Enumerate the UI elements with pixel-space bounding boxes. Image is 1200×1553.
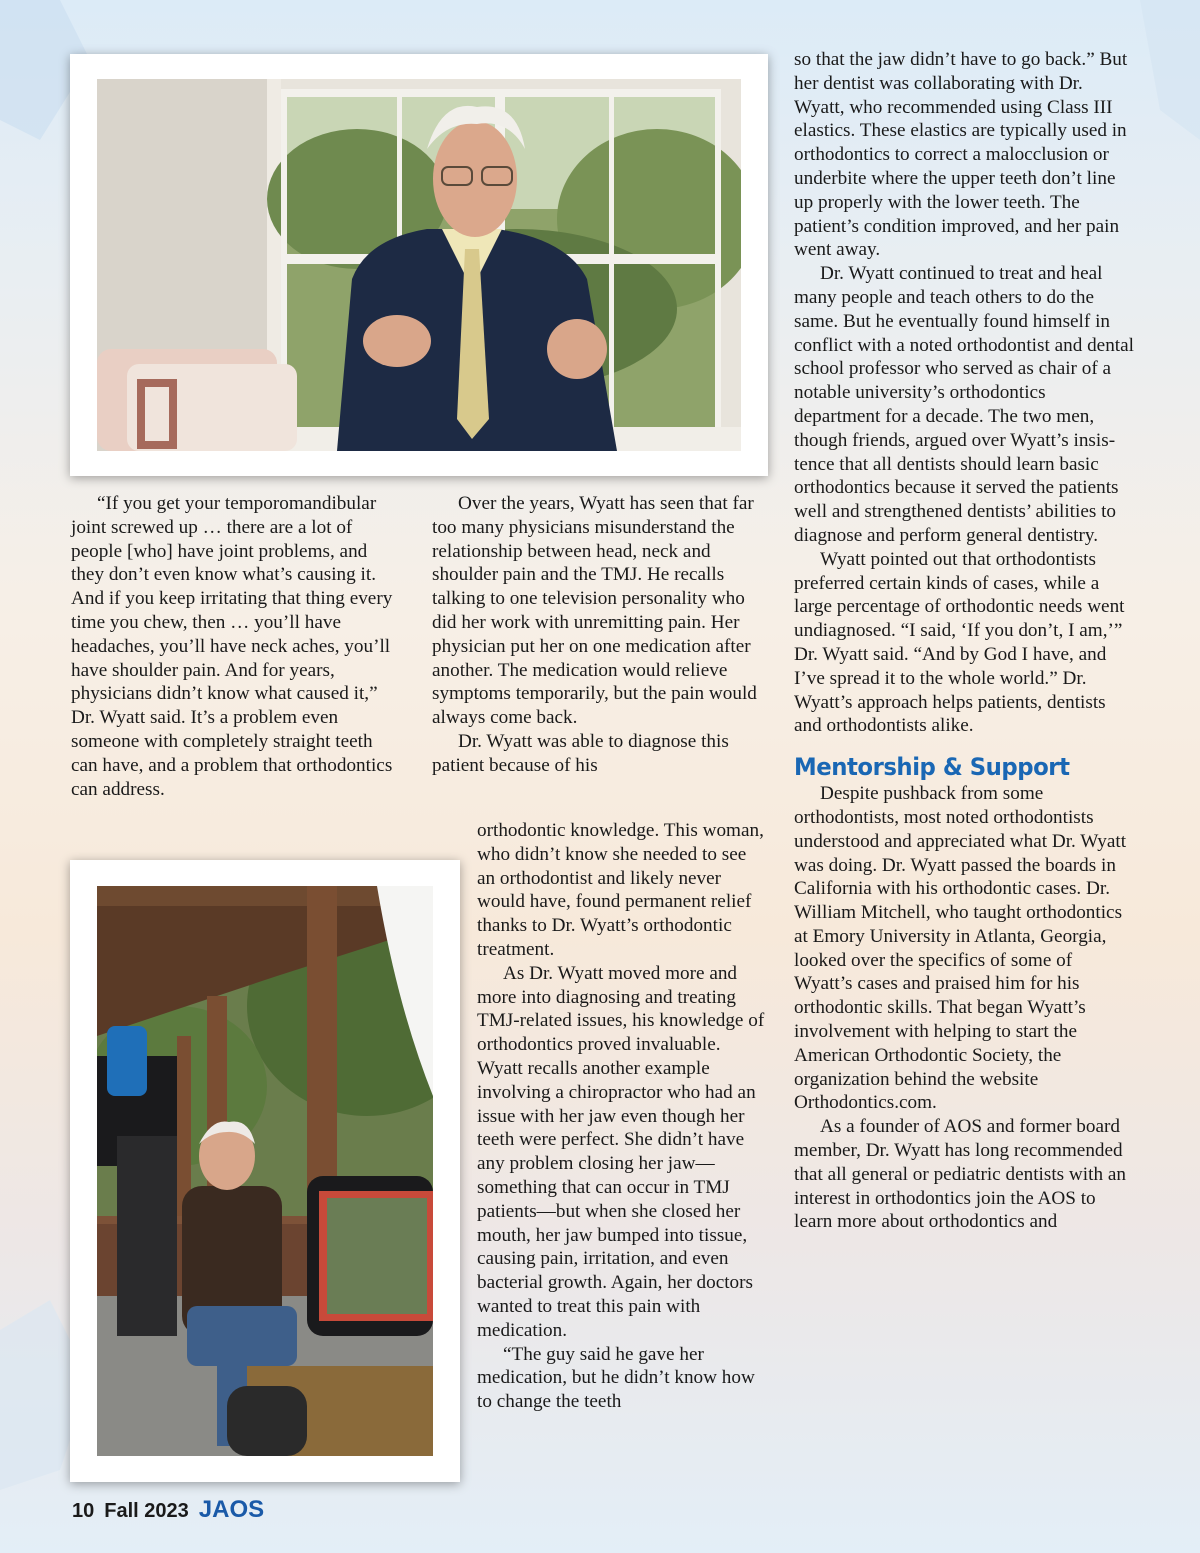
photo-speaker-by-window	[70, 54, 768, 476]
text-column-2-top	[432, 492, 767, 778]
paragraph: As Dr. Wyatt moved more and more into diagnosing and treating TMJ-related issues, his knowledge of orthodontics proved invaluable. Wyatt recalls another example involving a chiropractor who had an issue with her jaw even though her teeth were perfect. She didn’t have any problem closing her jaw—something that can occur in TMJ patients—but when she closed her mouth, her jaw bumped into tissue, causing pain, irritation, and even bacterial growth. Again, her doctors wanted to treat this pain with medication.	[477, 962, 765, 1341]
porch-interview-image	[97, 886, 433, 1456]
paragraph: “The guy said he gave her medication, but he didn’t know how to change the teeth	[477, 1343, 755, 1413]
paragraph: Dr. Wyatt continued to treat and heal many people and teach others to do the same. But he eventually found himself in conflict with a noted orthodontist and dental school professor who served as chair of a notable university’s orthodontics department for a decade. The two men, though friends, argued over Wyatt’s insistence that all dentists should learn basic orthodontics because it served the patients well and strengthened dentists’ abilities to diagnose and perform general dentistry.	[794, 263, 1134, 546]
page-footer	[72, 1496, 264, 1526]
photo-porch-interview	[70, 860, 460, 1482]
paragraph: Over the years, Wyatt has seen that far too many physicians misunderstand the relationship between head, neck and shoulder pain and the TMJ. He recalls talking to one television personality who did her work with unremitting pain. Her physician put her on one medication after another. The medication would relieve symptoms temporarily, but the pain would always come back.	[432, 493, 757, 729]
text-column-3	[794, 48, 1134, 1234]
text-column-2-bottom	[477, 819, 769, 1414]
section-heading: Mentorship & Support	[794, 753, 1070, 782]
issue-label: Fall 2023	[104, 1500, 189, 1522]
paragraph: Wyatt pointed out that orthodontists preferred certain kinds of cases, while a large percentage of orthodontic needs went undiagnosed. “I said, ‘If you don’t, I am,’” Dr. Wyatt said. “And by God I have, and I’ve spread it to the whole world.” Dr. Wyatt’s approach helps patients, dentists and orthodontists alike.	[794, 548, 1125, 737]
paragraph: As a founder of AOS and former board member, Dr. Wyatt has long recommended that all general or pediatric dentists with an interest in orthodontics join the AOS to learn more about orthodontics and	[794, 1116, 1126, 1233]
magazine-logo: JAOS	[198, 1496, 265, 1523]
paragraph-continuation: so that the jaw didn’t have to go back.” But her dentist was collaborating with Dr. Wyatt, who recommended using Class III elastics. These elastics are typically used in orthodontics to correct a malocclusion or underbite where the upper teeth don’t line up properly with the lower teeth. The patient’s condition improved, and her pain went away.	[794, 49, 1128, 261]
paragraph-continuation: orthodontic knowledge. This woman, who didn’t know she needed to see an orthodontist and likely never would have, found permanent relief thanks to Dr. Wyatt’s orthodontic treatment.	[477, 820, 764, 960]
page-number: 10	[72, 1500, 95, 1522]
speaker-photo-image	[97, 79, 741, 451]
paragraph: Despite pushback from some orthodontists, most noted orthodontists understood and appreciated what Dr. Wyatt was doing. Dr. Wyatt passed the boards in California with his orthodontic cases. Dr. William Mitchell, who taught orthodontics at Emory University in Atlanta, Georgia, looked over the specifics of some of Wyatt’s cases and praised him for his orthodontic skills. That began Wyatt’s involvement with helping to start the American Orthodontic Society, the organization behind the website Orthodontics.com.	[794, 783, 1127, 1114]
paragraph: “If you get your temporomandibular joint screwed up … there are a lot of people [who] have joint problems, and they don’t even know what’s causing it. And if you keep irritating that thing every time you chew, then … you’ll have headaches, you’ll have neck aches, you’ll have shoulder pain. And for years, physicians didn’t know what caused it,” Dr. Wyatt said. It’s a problem even someone with completely straight teeth can have, and a problem that orthodontics can address.	[71, 493, 393, 800]
text-column-1	[71, 492, 401, 801]
paragraph: Dr. Wyatt was able to diagnose this patient because of his	[432, 730, 729, 776]
